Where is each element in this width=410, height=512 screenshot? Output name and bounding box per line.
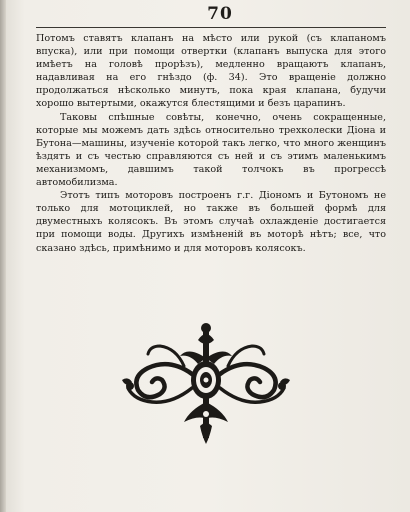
header-rule (36, 27, 386, 28)
body-text (36, 32, 386, 255)
ornamental-vignette-icon (118, 318, 294, 448)
paragraph-valve-grinding: Потомъ ставятъ клапанъ на мѣсто или рукой (съ клапаномъ впуска), или при помощи отвертки (клапанъ выпуска для этого имѣетъ на головѣ прорѣзъ), медленно вращаютъ клапанъ, надавливая на его гнѣздо (ф. 34). Это вращеніе должно продолжаться нѣсколько минутъ, пока края клапана, будучи хорошо вытертыми, окажутся блестящими и безъ царапинъ. (36, 33, 386, 110)
page-number: 70 (207, 4, 233, 24)
paragraph-motor-type: Этотъ типъ моторовъ построенъ г.г. Діономъ и Бутономъ не только для мотоциклей, но также въ большей формѣ для двуместныхъ колясокъ. Въ этомъ случаѣ охлажденіе достигается при помощи воды. Другихъ измѣненій въ моторѣ нѣтъ; все, что сказано здѣсь, примѣнимо и для моторовъ колясокъ. (36, 190, 386, 254)
page-spine-shadow (0, 0, 6, 512)
paragraph-tricycle-advice: Таковы спѣшные совѣты, конечно, очень сокращенные, которые мы можемъ дать здѣсь относительно трехколески Діона и Бутона—машины, изученіе которой такъ легко, что много женщинъ ѣздятъ и съ честью справляются съ ней и съ этимъ маленькимъ механизмомъ, давшимъ такой толчокъ въ прогрессѣ автомобилизма. (36, 111, 386, 189)
